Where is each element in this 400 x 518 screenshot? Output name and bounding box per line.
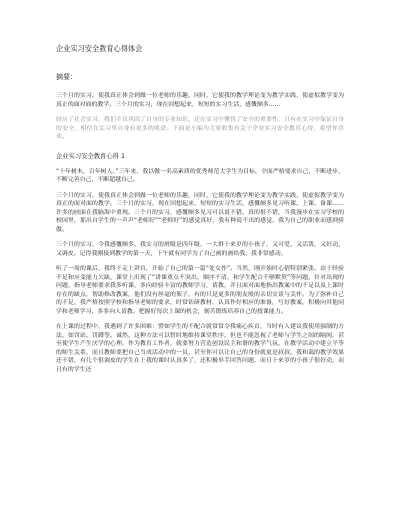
body-paragraph-5: 在上课的过程中，我遇到了许多困难：譬如学生的不配合就常常令我痛心疾首，当时有人建议我使用强制的方法，如罚站、罚蹲等。诚然，这种方法可以暂时地维持课堂秩序，但也不能忽视了老师与学生之间的隔阂，甚至使学生产生厌学的心理。作为教育工作者，就要努力营造创设民主和谐的教学气氛，在教学活动中建立平等的师生关系，而且教师要把自己当成活动中的一员，甚至你可以让自己的身份就更是叔叔。我和蔼的教学效果还不错，有几个很调皮的学生在上我的课时认真多了，还积极举手回答问题，而且十来岁的小孩子很好动，而且有的学生还 bbox=[56, 324, 344, 373]
intro-paragraph-2: 经历了社会实习，我们不仅巩固了自身的专业知识，还在实习中懂得了安全的重要性，只有在实习中保证自身的安全，相信在实习里自身有更多的收获。下面是小编为大家收集有关于企业实习安全教育心得，希望你喜欢。 bbox=[56, 117, 344, 140]
body-paragraph-1: “十年树木，百年树人。”三年来，我以做一名高素质的优秀师范大学生为目标，全面严格要求自己，不断进步，不断完善自己，不断超越自己。 bbox=[56, 168, 344, 183]
body-paragraph-2: 三个月的实习，使我真正体会到做一位老师的乐趣，同时，它使我的教学理论变为教学实践，使虚拟教学变为真正的面对面的教学。三个月的实习，现在回想起来，短短的实习生活，感慨颇多见习听课、上课、备课……许多的画面在我脑海中重现。三个月的实习，感慨颇多见习可以说不错，真的很不错，当我漫步在实习学校的校园里，那出自学生的一声声“老师好”“老师好”的感觉真好，我有种说不出的感觉，我为自己的职业而感到骄傲。 bbox=[56, 192, 344, 233]
body-paragraph-4: 听了一周的课后，我终于走上讲台，开始了自己的第一篇“处女作”。当然，刚开始时心情特别紧张，由于经验不足和应变能力欠缺，课堂上出现了“讲课重点不突出，顺序不清，和学生配合不够默契”等问题。针对出现的问题，指导老师要求我多听课，多向经验丰富的教师学习，请教，并且面对面地指出教案中的不足以及上课时存在的缺点，帮助修改教案，他们没有丝毫的架子，有的只是更多的朋友般的亲切交谈与关怀。为了弥补自己的不足，我严格按照学校和指导老师的要求，时常钻研教材，认真作好相应的准备，写好教案，积极向其他同学和老师学习，多多向人请教，把握好每次上课的机会，刻苦锻炼培养自己的授课能力。 bbox=[56, 266, 344, 315]
section-subtitle: 企业实习安全教育心得 1 bbox=[56, 152, 125, 160]
abstract-label: 摘要： bbox=[56, 73, 77, 81]
document-title: 企业实习安全教育心得体会 bbox=[56, 44, 143, 53]
intro-paragraph-1: 三个月的实习，使我真正体会到做一位老师的乐趣，同时，它使我的教学理论变为教学实践，使虚拟教学变为真正的面对面的教学。三个月的实习，现在回想起来，短短的实习生活，感慨颇多…… bbox=[56, 93, 344, 108]
body-paragraph-3: 三个月的实习，令我感慨颇多。我实习的班级是四年级，一大群十来岁的小孩子，又可爱，又活泼，又好动，又调皮。记得我刚接到教学的第一天，下午就有同学为了自己画的画给我，我非常感动。 bbox=[56, 242, 344, 257]
